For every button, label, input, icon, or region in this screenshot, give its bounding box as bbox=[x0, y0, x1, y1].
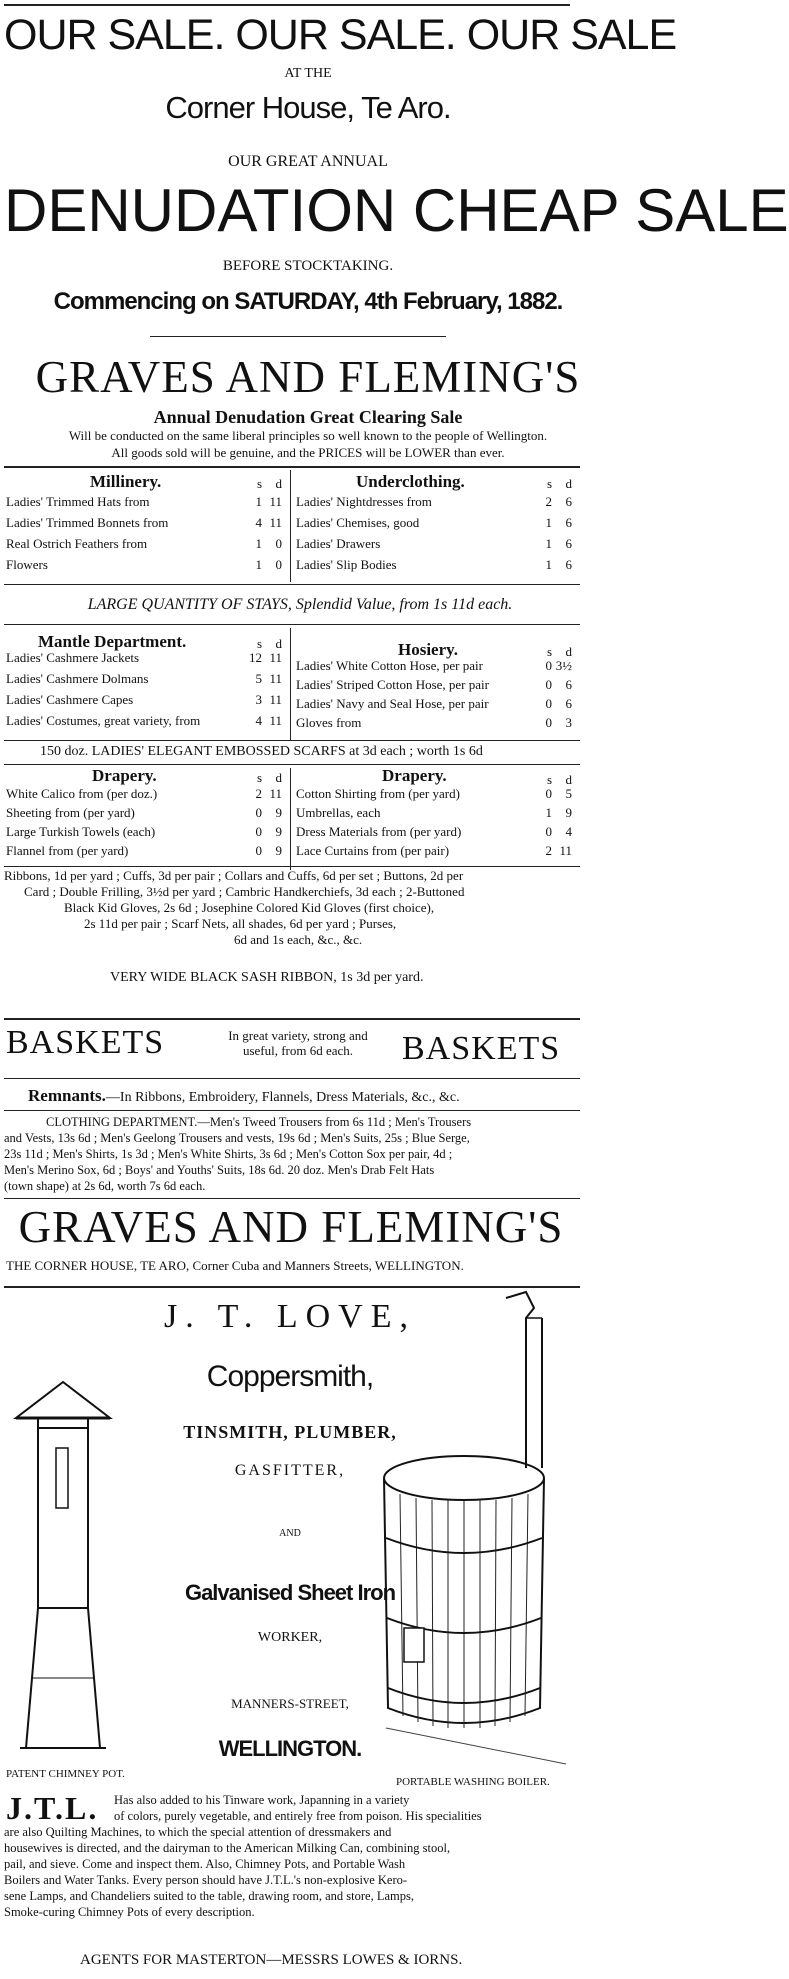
price-item-label: Real Ostrich Feathers from bbox=[6, 536, 148, 551]
love-para-line: are also Quilting Machines, to which the special attention of dressmakers and bbox=[4, 1825, 392, 1839]
commencing-date: Commencing on SATURDAY, 4th February, 1882. bbox=[53, 288, 563, 315]
baskets-desc-line: useful, from 6d each. bbox=[242, 1043, 354, 1058]
price-pence: 11 bbox=[269, 692, 282, 707]
millinery-heading: Millinery. bbox=[90, 472, 162, 491]
price-pence: 11 bbox=[559, 843, 572, 858]
section-rule bbox=[4, 1018, 580, 1020]
price-pence: 11 bbox=[269, 515, 282, 530]
price-item-label: Ladies' Navy and Seal Hose, per pair bbox=[296, 696, 489, 711]
price-item-label: Ladies' Cashmere Capes bbox=[6, 692, 134, 707]
intro-line-2: All goods sold will be genuine, and the PRICES will be LOWER than ever. bbox=[111, 445, 505, 460]
corner-house-title: Corner House, Te Aro. bbox=[165, 90, 451, 125]
clothing-line: CLOTHING DEPARTMENT.—Men's Tweed Trousers from 6s 11d ; Men's Trousers bbox=[46, 1115, 472, 1129]
price-pence: 11 bbox=[269, 786, 282, 801]
price-shillings: 0 bbox=[255, 843, 262, 858]
remnants-text: —In Ribbons, Embroidery, Flannels, Dress Materials, &c., &c. bbox=[105, 1090, 460, 1105]
price-item-label: Lace Curtains from (per pair) bbox=[296, 843, 450, 858]
price-pence: 6 bbox=[565, 536, 572, 551]
column-divider bbox=[290, 470, 291, 582]
price-shillings: 0 bbox=[255, 805, 262, 820]
ribbons-line: Card ; Double Frilling, 3½d per yard ; Cambric Handkerchiefs, 3d each ; 2-Buttoned bbox=[24, 884, 465, 899]
love-paragraph bbox=[4, 1792, 584, 1920]
our-great-annual-label: OUR GREAT ANNUAL bbox=[228, 153, 388, 170]
price-shillings: 0 bbox=[545, 696, 552, 711]
price-shillings: 4 bbox=[255, 713, 262, 728]
price-shillings: 1 bbox=[255, 536, 262, 551]
price-shillings: 2 bbox=[255, 786, 262, 801]
ribbons-line: 6d and 1s each, &c., &c. bbox=[234, 932, 363, 947]
price-pence: 6 bbox=[565, 494, 572, 509]
price-item-label: Sheeting from (per yard) bbox=[6, 805, 135, 820]
price-item-label: Umbrellas, each bbox=[296, 805, 381, 820]
love-para-line: Smoke-curing Chimney Pots of every description. bbox=[4, 1905, 255, 1919]
price-pence: 11 bbox=[269, 713, 282, 728]
baskets-right: BASKETS bbox=[402, 1030, 561, 1067]
love-and: AND bbox=[279, 1528, 301, 1539]
price-shillings: 0 bbox=[545, 824, 552, 839]
price-item-label: Flannel from (per yard) bbox=[6, 843, 129, 858]
love-name: J. T. LOVE, bbox=[163, 1298, 416, 1335]
ribbons-paragraph bbox=[4, 868, 584, 948]
at-the-label: AT THE bbox=[284, 66, 332, 81]
remnants-heading: Remnants. bbox=[28, 1086, 106, 1105]
price-shillings: 0 bbox=[545, 658, 552, 673]
scarfs-notice: 150 doz. LADIES' ELEGANT EMBOSSED SCARFS at 3d each ; worth 1s 6d bbox=[40, 744, 483, 759]
price-item-label: Ladies' White Cotton Hose, per pair bbox=[296, 658, 483, 673]
price-shillings: 0 bbox=[545, 786, 552, 801]
price-pence: 9 bbox=[275, 824, 282, 839]
love-worker: WORKER, bbox=[257, 1630, 323, 1645]
firebox-door-icon bbox=[404, 1628, 424, 1662]
section-rule bbox=[4, 740, 580, 741]
price-pence: 9 bbox=[565, 805, 572, 820]
price-shillings: 4 bbox=[255, 515, 262, 530]
baskets-description bbox=[198, 1028, 398, 1058]
love-para-line: sene Lamps, and Chandeliers suited to the table, drawing room, and store, Lamps, bbox=[4, 1889, 414, 1903]
price-item-label: White Calico from (per doz.) bbox=[6, 786, 158, 801]
price-item-label: Ladies' Cashmere Dolmans bbox=[6, 671, 149, 686]
price-pence: 4 bbox=[565, 824, 572, 839]
love-para-line: Boilers and Water Tanks. Every person should have J.T.L.'s non-explosive Kero- bbox=[4, 1873, 408, 1887]
price-shillings: 0 bbox=[255, 824, 262, 839]
section-rule bbox=[4, 1110, 580, 1111]
love-gasfitter: GASFITTER, bbox=[234, 1462, 346, 1479]
price-item-label: Ladies' Chemises, good bbox=[296, 515, 420, 530]
denudation-headline: DENUDATION CHEAP SALE bbox=[4, 177, 789, 244]
price-shillings: 1 bbox=[255, 557, 262, 572]
jtl-mark: J.T.L. bbox=[6, 1790, 99, 1826]
column-divider bbox=[290, 628, 291, 740]
price-shillings: 1 bbox=[255, 494, 262, 509]
hosiery-d-header: d bbox=[565, 644, 572, 659]
section-rule bbox=[4, 466, 580, 468]
love-street: MANNERS-STREET, bbox=[231, 1696, 349, 1711]
drapery-left-s-header: s bbox=[256, 770, 262, 785]
price-shillings: 0 bbox=[545, 715, 552, 730]
section-rule bbox=[4, 764, 580, 765]
clothing-line: and Vests, 13s 6d ; Men's Geelong Trousers and vests, 19s 6d ; Men's Suits, 25s ; Blue Serge, bbox=[4, 1131, 470, 1145]
baskets-desc-line: In great variety, strong and bbox=[228, 1028, 368, 1043]
price-item-label: Ladies' Trimmed Hats from bbox=[6, 494, 150, 509]
hosiery-s-header: s bbox=[546, 644, 552, 659]
price-pence: 11 bbox=[269, 494, 282, 509]
washing-boiler-illustration bbox=[376, 1288, 586, 1768]
price-shillings: 2 bbox=[545, 494, 552, 509]
intro-line-1: Will be conducted on the same liberal principles so well known to the people of Wellington. bbox=[68, 428, 548, 443]
price-pence: 6 bbox=[565, 515, 572, 530]
remnants-line bbox=[28, 1086, 460, 1106]
love-para-line: of colors, purely vegetable, and entirely free from poison. His specialities bbox=[114, 1809, 482, 1823]
price-shillings: 5 bbox=[255, 671, 262, 686]
footer-firm-address: THE CORNER HOUSE, TE ARO, Corner Cuba and Manners Streets, WELLINGTON. bbox=[6, 1258, 464, 1273]
ribbons-line: Ribbons, 1d per yard ; Cuffs, 3d per pair ; Collars and Cuffs, 6d per set ; Buttons, 2d per bbox=[4, 868, 464, 883]
price-pence: 5 bbox=[565, 786, 572, 801]
price-item-label: Ladies' Costumes, great variety, from bbox=[6, 713, 201, 728]
price-shillings: 1 bbox=[545, 805, 552, 820]
drapery-left-heading: Drapery. bbox=[92, 766, 157, 785]
love-galvanised: Galvanised Sheet Iron bbox=[184, 1580, 396, 1605]
price-item-label: Ladies' Cashmere Jackets bbox=[6, 650, 140, 665]
love-para-line: Has also added to his Tinware work, Japanning in a variety bbox=[114, 1793, 410, 1807]
clothing-paragraph bbox=[4, 1114, 584, 1194]
mantle-d-header: d bbox=[275, 636, 282, 651]
price-pence: 0 bbox=[275, 536, 282, 551]
price-shillings: 1 bbox=[545, 515, 552, 530]
drapery-right-s-header: s bbox=[546, 772, 552, 787]
price-shillings: 2 bbox=[545, 843, 552, 858]
price-pence: 0 bbox=[275, 557, 282, 572]
chimney-cap-icon bbox=[16, 1382, 110, 1418]
clothing-line: (town shape) at 2s 6d, worth 7s 6d each. bbox=[4, 1179, 206, 1193]
hosiery-heading: Hosiery. bbox=[398, 640, 458, 659]
mantle-s-header: s bbox=[256, 636, 262, 651]
price-shillings: 1 bbox=[545, 557, 552, 572]
love-city: WELLINGTON. bbox=[218, 1736, 362, 1761]
price-item-label: Cotton Shirting from (per yard) bbox=[296, 786, 460, 801]
love-para-line: pail, and sieve. Come and inspect them. Also, Chimney Pots, and Portable Wash bbox=[4, 1857, 406, 1871]
underclothing-s-header: s bbox=[546, 476, 552, 491]
price-pence: 3 bbox=[565, 715, 572, 730]
underclothing-heading: Underclothing. bbox=[356, 472, 465, 491]
section-rule bbox=[4, 1078, 580, 1079]
boiler-caption: PORTABLE WASHING BOILER. bbox=[396, 1776, 550, 1788]
section-rule bbox=[4, 866, 580, 867]
ribbons-line: Black Kid Gloves, 2s 6d ; Josephine Colored Kid Gloves (first choice), bbox=[64, 900, 435, 915]
price-pence: 6 bbox=[565, 677, 572, 692]
price-item-label: Dress Materials from (per yard) bbox=[296, 824, 462, 839]
agents-line: AGENTS FOR MASTERTON—MESSRS LOWES & IORNS. bbox=[80, 1952, 463, 1968]
top-rule bbox=[4, 4, 570, 6]
price-shillings: 3 bbox=[255, 692, 262, 707]
section-rule bbox=[4, 584, 580, 585]
header-divider bbox=[150, 336, 446, 337]
price-item-label: Large Turkish Towels (each) bbox=[6, 824, 156, 839]
chimney-pot-illustration bbox=[8, 1378, 118, 1758]
sale-subtitle: Annual Denudation Great Clearing Sale bbox=[153, 407, 463, 427]
drapery-right-d-header: d bbox=[565, 772, 572, 787]
footer-firm-name: GRAVES AND FLEMING'S bbox=[18, 1202, 564, 1252]
millinery-s-header: s bbox=[256, 476, 262, 491]
price-pence: 11 bbox=[269, 671, 282, 686]
drapery-left-d-header: d bbox=[275, 770, 282, 785]
love-tinsmith: TINSMITH, PLUMBER, bbox=[183, 1422, 397, 1442]
price-pence: 6 bbox=[565, 557, 572, 572]
price-item-label: Ladies' Slip Bodies bbox=[296, 557, 397, 572]
price-pence: 9 bbox=[275, 805, 282, 820]
stays-notice: LARGE QUANTITY OF STAYS, Splendid Value, from 1s 11d each. bbox=[87, 596, 513, 613]
price-item-label: Ladies' Drawers bbox=[296, 536, 381, 551]
clothing-line: Men's Merino Sox, 6d ; Boys' and Youths' Suits, 18s 6d. 20 doz. Men's Drab Felt Hats bbox=[4, 1163, 435, 1177]
boiler-rim-icon bbox=[384, 1456, 544, 1500]
baskets-left: BASKETS bbox=[6, 1024, 165, 1061]
ribbons-line: 2s 11d per pair ; Scarf Nets, all shades, 6d per yard ; Purses, bbox=[84, 916, 397, 931]
love-coppersmith: Coppersmith, bbox=[206, 1360, 374, 1393]
section-rule bbox=[4, 624, 580, 625]
mantle-heading: Mantle Department. bbox=[38, 632, 187, 651]
clothing-line: 23s 11d ; Men's Shirts, 1s 3d ; Men's White Shirts, 3s 6d ; Men's Cotton Sox per pair, 4d ; bbox=[4, 1147, 453, 1161]
drapery-right-heading: Drapery. bbox=[382, 766, 447, 785]
price-item-label: Ladies' Trimmed Bonnets from bbox=[6, 515, 169, 530]
before-stocktaking-label: BEFORE STOCKTAKING. bbox=[222, 258, 394, 274]
price-item-label: Flowers bbox=[6, 557, 48, 572]
price-pence: 6 bbox=[565, 696, 572, 711]
section-rule bbox=[4, 1198, 580, 1199]
sash-ribbon-notice: VERY WIDE BLACK SASH RIBBON, 1s 3d per yard. bbox=[110, 970, 424, 985]
our-sale-banner: OUR SALE. OUR SALE. OUR SALE bbox=[4, 11, 677, 59]
firm-name-banner: GRAVES AND FLEMING'S bbox=[35, 352, 581, 402]
price-pence: 11 bbox=[269, 650, 282, 665]
price-shillings: 1 bbox=[545, 536, 552, 551]
column-divider bbox=[290, 768, 291, 870]
chimney-caption: PATENT CHIMNEY POT. bbox=[6, 1768, 125, 1780]
underclothing-d-header: d bbox=[565, 476, 572, 491]
price-item-label: Ladies' Striped Cotton Hose, per pair bbox=[296, 677, 489, 692]
price-item-label: Gloves from bbox=[296, 715, 362, 730]
price-item-label: Ladies' Nightdresses from bbox=[296, 494, 432, 509]
millinery-d-header: d bbox=[275, 476, 282, 491]
price-pence: 3½ bbox=[555, 658, 572, 673]
price-shillings: 12 bbox=[249, 650, 262, 665]
price-shillings: 0 bbox=[545, 677, 552, 692]
price-pence: 9 bbox=[275, 843, 282, 858]
love-para-line: housewives is directed, and the dairyman to the American Milking Can, combining stool, bbox=[4, 1841, 451, 1855]
